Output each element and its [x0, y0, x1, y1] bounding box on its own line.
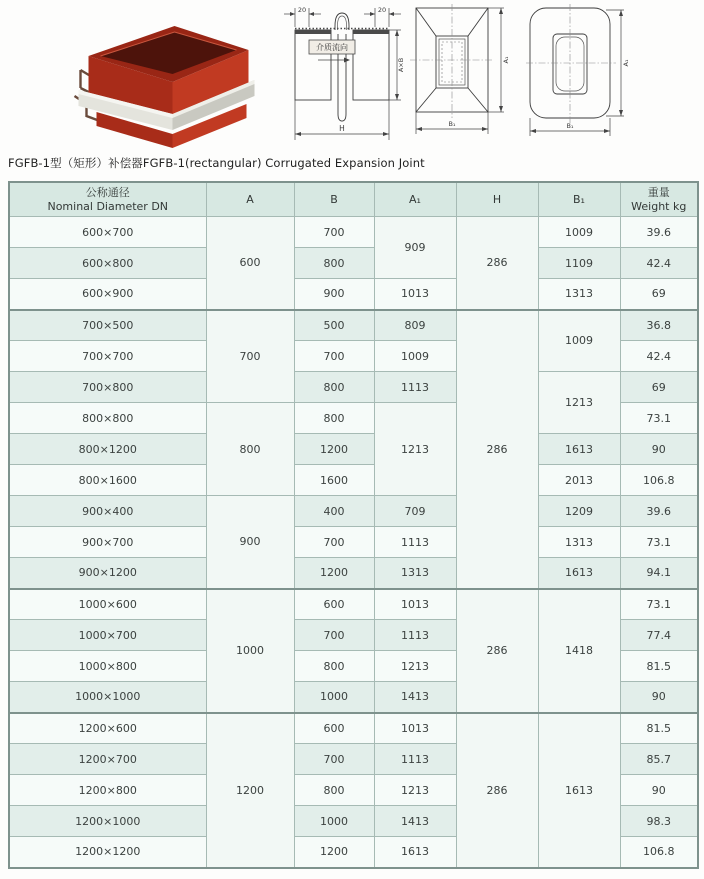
- table-cell: 600: [294, 589, 374, 620]
- col-header-weight-en: Weight kg: [631, 199, 687, 213]
- table-cell: 1200: [294, 434, 374, 465]
- table-cell: 1613: [538, 558, 620, 589]
- nominal-diameter-cell: 800×800: [9, 403, 206, 434]
- table-cell: 1113: [374, 527, 456, 558]
- table-row: [9, 217, 698, 248]
- table-cell: 286: [456, 589, 538, 713]
- table-cell: 700: [206, 310, 294, 403]
- table-header-row: [9, 182, 698, 217]
- table-cell: 700: [294, 620, 374, 651]
- table-cell: 809: [374, 310, 456, 341]
- dim-h-label: H: [339, 124, 345, 133]
- table-cell: 700: [294, 744, 374, 775]
- table-cell: 286: [456, 310, 538, 589]
- table-cell: 1313: [538, 279, 620, 310]
- col-header-nominal-zh: 公称通径: [85, 185, 130, 199]
- table-row: [9, 465, 698, 496]
- nominal-diameter-cell: 800×1200: [9, 434, 206, 465]
- nominal-diameter-cell: 1000×700: [9, 620, 206, 651]
- dim-20-left-label: 20: [297, 6, 307, 14]
- table-cell: 39.6: [620, 217, 698, 248]
- table-cell: 709: [374, 496, 456, 527]
- table-cell: 1209: [538, 496, 620, 527]
- col-header-weight-zh: 重量: [647, 185, 670, 199]
- table-row: [9, 527, 698, 558]
- col-header-nominal-en: Nominal Diameter DN: [47, 199, 169, 213]
- dim-a1-label: A₁: [622, 59, 630, 67]
- table-row: [9, 310, 698, 341]
- table-cell: 286: [456, 713, 538, 868]
- table-cell: 1109: [538, 248, 620, 279]
- nominal-diameter-cell: 700×700: [9, 341, 206, 372]
- nominal-diameter-cell: 1200×1200: [9, 837, 206, 868]
- dimension-table: [8, 181, 699, 869]
- table-cell: 900: [206, 496, 294, 589]
- dim-a1-label: A₁: [502, 56, 510, 64]
- dim-20-right-label: 20: [377, 6, 387, 14]
- table-cell: 42.4: [620, 248, 698, 279]
- table-cell: 1013: [374, 589, 456, 620]
- col-header-b1: B₁: [538, 182, 620, 217]
- table-cell: 69: [620, 279, 698, 310]
- table-cell: 700: [294, 527, 374, 558]
- nominal-diameter-cell: 900×400: [9, 496, 206, 527]
- nominal-diameter-cell: 1000×1000: [9, 682, 206, 713]
- table-cell: 800: [294, 775, 374, 806]
- front-view-rounded-drawing: [524, 4, 634, 150]
- table-cell: 1200: [294, 837, 374, 868]
- table-cell: 1113: [374, 372, 456, 403]
- table-cell: 36.8: [620, 310, 698, 341]
- table-cell: 1313: [374, 558, 456, 589]
- table-row: [9, 279, 698, 310]
- table-cell: 1013: [374, 279, 456, 310]
- table-cell: 85.7: [620, 744, 698, 775]
- table-cell: 106.8: [620, 465, 698, 496]
- table-row: [9, 248, 698, 279]
- table-cell: 1213: [538, 372, 620, 434]
- product-photo: [58, 12, 268, 150]
- col-header-nominal-diameter: [9, 182, 206, 217]
- table-cell: 700: [294, 341, 374, 372]
- table-cell: 42.4: [620, 341, 698, 372]
- table-cell: 2013: [538, 465, 620, 496]
- table-cell: 106.8: [620, 837, 698, 868]
- table-cell: 800: [294, 651, 374, 682]
- table-cell: 77.4: [620, 620, 698, 651]
- table-cell: 800: [294, 248, 374, 279]
- table-cell: 1113: [374, 620, 456, 651]
- table-cell: 800: [294, 372, 374, 403]
- table-cell: 1009: [538, 217, 620, 248]
- table-row: [9, 434, 698, 465]
- nominal-diameter-cell: 700×800: [9, 372, 206, 403]
- page-title: FGFB-1型（矩形）补偿器FGFB-1(rectangular) Corrugated Expansion Joint: [8, 156, 425, 170]
- nominal-diameter-cell: 900×700: [9, 527, 206, 558]
- nominal-diameter-cell: 1000×800: [9, 651, 206, 682]
- nominal-diameter-cell: 1200×800: [9, 775, 206, 806]
- table-cell: 1200: [206, 713, 294, 868]
- table-cell: 1413: [374, 682, 456, 713]
- table-cell: 1013: [374, 713, 456, 744]
- table-cell: 90: [620, 682, 698, 713]
- table-cell: 1200: [294, 558, 374, 589]
- table-cell: 600: [206, 217, 294, 310]
- table-cell: 1613: [538, 434, 620, 465]
- flow-direction-label: 介质流向: [316, 43, 348, 52]
- table-cell: 900: [294, 279, 374, 310]
- table-cell: 1213: [374, 403, 456, 496]
- table-cell: 1413: [374, 806, 456, 837]
- table-cell: 1009: [374, 341, 456, 372]
- nominal-diameter-cell: 600×900: [9, 279, 206, 310]
- table-cell: 800: [294, 403, 374, 434]
- table-cell: 1009: [538, 310, 620, 372]
- table-row: [9, 372, 698, 403]
- table-row: [9, 589, 698, 620]
- table-cell: 800: [206, 403, 294, 496]
- table-row: [9, 713, 698, 744]
- dim-axb-label: A×B: [397, 57, 405, 73]
- table-cell: 1613: [374, 837, 456, 868]
- table-cell: 73.1: [620, 589, 698, 620]
- table-cell: 1000: [206, 589, 294, 713]
- table-cell: 400: [294, 496, 374, 527]
- nominal-diameter-cell: 700×500: [9, 310, 206, 341]
- table-cell: 1000: [294, 682, 374, 713]
- table-cell: 500: [294, 310, 374, 341]
- col-header-a1: A₁: [374, 182, 456, 217]
- front-view-beveled-drawing: [410, 4, 512, 150]
- table-cell: 39.6: [620, 496, 698, 527]
- table-cell: 90: [620, 775, 698, 806]
- table-cell: 1418: [538, 589, 620, 713]
- table-cell: 1613: [538, 713, 620, 868]
- nominal-diameter-cell: 600×800: [9, 248, 206, 279]
- nominal-diameter-cell: 900×1200: [9, 558, 206, 589]
- table-cell: 1113: [374, 744, 456, 775]
- table-cell: 1600: [294, 465, 374, 496]
- table-cell: 1313: [538, 527, 620, 558]
- col-header-a: A: [206, 182, 294, 217]
- dim-b1-label: B₁: [566, 122, 574, 130]
- table-cell: 98.3: [620, 806, 698, 837]
- table-cell: 286: [456, 217, 538, 310]
- col-header-h: H: [456, 182, 538, 217]
- table-cell: 73.1: [620, 527, 698, 558]
- table-cell: 81.5: [620, 713, 698, 744]
- col-header-b: B: [294, 182, 374, 217]
- table-cell: 1213: [374, 775, 456, 806]
- nominal-diameter-cell: 800×1600: [9, 465, 206, 496]
- table-cell: 700: [294, 217, 374, 248]
- table-cell: 69: [620, 372, 698, 403]
- table-cell: 81.5: [620, 651, 698, 682]
- header-graphics-area: [0, 0, 704, 152]
- table-cell: 909: [374, 217, 456, 279]
- cross-section-drawing: [281, 4, 405, 150]
- table-cell: 73.1: [620, 403, 698, 434]
- nominal-diameter-cell: 1200×700: [9, 744, 206, 775]
- table-row: [9, 496, 698, 527]
- table-cell: 600: [294, 713, 374, 744]
- nominal-diameter-cell: 1000×600: [9, 589, 206, 620]
- col-header-weight: [620, 182, 698, 217]
- nominal-diameter-cell: 600×700: [9, 217, 206, 248]
- table-cell: 90: [620, 434, 698, 465]
- table-cell: 1000: [294, 806, 374, 837]
- nominal-diameter-cell: 1200×600: [9, 713, 206, 744]
- table-cell: 1213: [374, 651, 456, 682]
- table-cell: 94.1: [620, 558, 698, 589]
- nominal-diameter-cell: 1200×1000: [9, 806, 206, 837]
- dim-b1-label: B₁: [448, 120, 456, 128]
- table-row: [9, 558, 698, 589]
